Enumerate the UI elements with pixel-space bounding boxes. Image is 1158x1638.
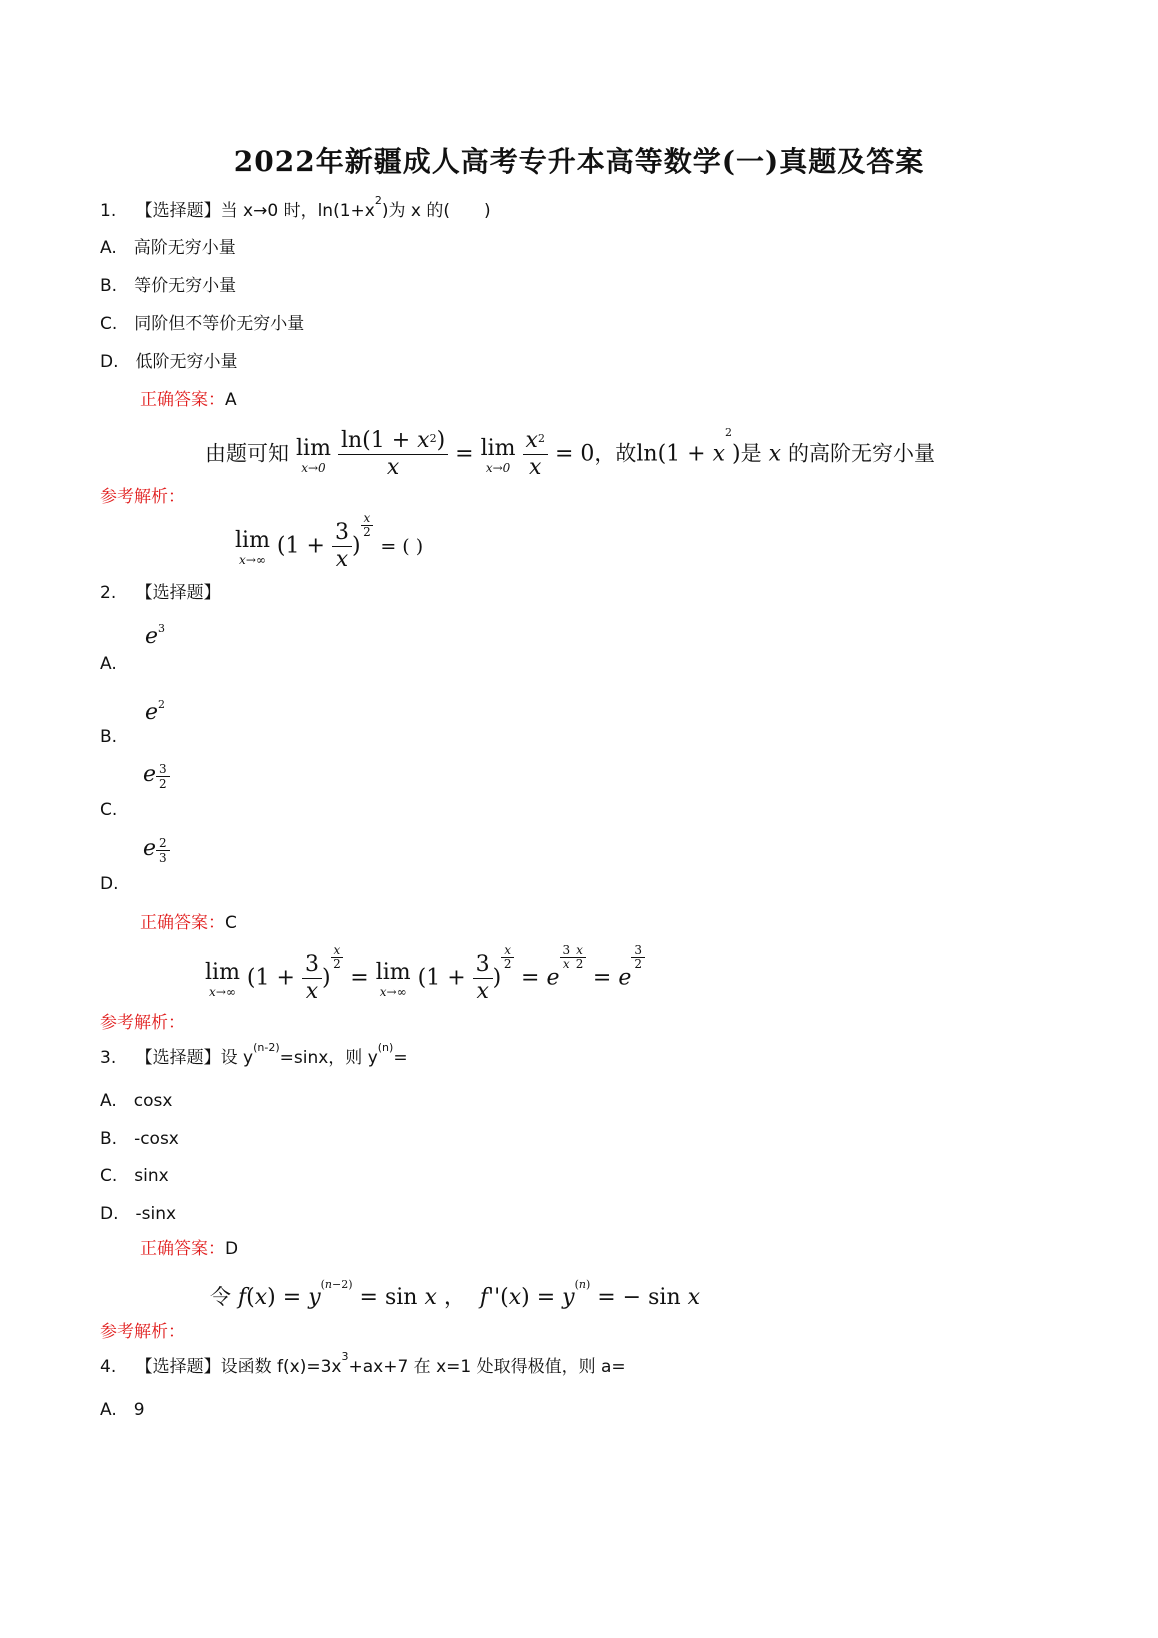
fraction: $\frac{3}{x}$ [332,520,352,573]
option-a-letter: A. [100,654,117,674]
option-a: A. 9 [100,1400,145,1420]
option-d-formula: e $\frac{2}{3}$ [143,836,170,865]
exponent-fraction: x 2 [361,512,374,539]
exponent-fraction: $\frac{x}{2}$ [573,944,586,971]
exponent-fraction: $\frac{3}{2}$ [156,762,170,791]
analysis-formula-3: 令 $f(x) = y^{(n-2)} = \sin x$ ， $f''(x) = y^{(n)}$ = − sin x [210,1278,701,1310]
question-tag: 【选择题】 [135,201,221,221]
answer-label: 正确答案： [140,913,225,933]
exponent-fraction: 3 2 [631,944,645,971]
limit: lim x→∞ [235,527,270,567]
limit: lim x→∞ [205,959,240,999]
question-3 [100,1043,408,1068]
question-text-end: )为 x 的( ) [381,201,491,221]
option-c-formula: e $\frac{3}{2}$ [143,762,170,791]
option-d: D. 低阶无穷小量 [100,352,238,372]
exponent-fraction: x 2 [331,944,344,971]
answer-label: 正确答案： [140,390,225,410]
exponent-fraction: $\frac{3}{x}$ [560,944,574,971]
analysis-text: 的高阶无穷小量 [788,441,936,466]
question-tag: 【选择题】 [135,1357,221,1377]
option-a-formula: $e^3$ [145,622,166,649]
analysis-label: 参考解析： [100,1013,185,1033]
question-2-formula: lim x→∞ (1 + $\frac{3}{x}$ ) $^{\frac{x}{2}}$ = ( ) [235,510,424,572]
superscript: 3 [341,1350,349,1363]
analysis-text: 令 [210,1285,231,1309]
analysis-text: 由题可知 [205,441,289,466]
question-number: 1. [100,201,117,221]
option-d-letter: D. [100,874,119,894]
option-b: B. 等价无穷小量 [100,276,237,296]
limit: lim x→0 [480,435,516,475]
fraction: $\frac{x^2}{x}$ [523,428,548,481]
answer-value: A [225,390,237,410]
question-tag: 【选择题】 [135,583,221,603]
fraction: $\frac{3}{x}$ [473,952,493,1005]
question-text: 设函数 f(x)=3x [220,1357,342,1377]
option-b: B. -cosx [100,1129,179,1149]
question-2 [100,578,221,603]
analysis-label: 参考解析： [100,487,185,507]
option-b-letter: B. [100,727,118,747]
equals-blank: = ( ) [380,535,424,558]
question-text: 设 y [220,1048,254,1068]
page-title: 2022年新疆成人高考专升本高等数学(一)真题及答案 [233,145,925,178]
superscript: (n-2) [253,1041,280,1054]
answer-line [140,1234,238,1259]
question-text: 当 x→0 时，ln(1+x [220,201,375,221]
fraction: $\frac{3}{x}$ [302,952,322,1005]
limit: lim x→0 [296,435,331,475]
exponent-fraction: x 2 [501,944,514,971]
question-number: 3. [100,1048,117,1068]
superscript: 2 [374,194,382,207]
answer-value: C [225,913,237,933]
question-4 [100,1352,626,1377]
answer-line [140,908,237,933]
option-d: D. -sinx [100,1204,177,1224]
question-number: 2. [100,583,117,603]
analysis-label: 参考解析： [100,1322,185,1342]
question-1 [100,196,491,221]
question-text: =sinx，则 y [279,1048,378,1068]
question-text-end: = [393,1048,408,1068]
question-number: 4. [100,1357,117,1377]
analysis-formula-1: 由题可知 lim x→0 $\frac{\ln(1 + x^2)}{x}$ = lim x→0 $\frac{x^2}{x}$ = 0，故$\ln(1 + x^2)$是 x 的高阶无穷小量 [205,426,936,480]
exponent-fraction: $\frac{2}{3}$ [156,836,170,865]
fraction: $\frac{\ln(1 + x^2)}{x}$ [338,428,448,481]
option-a: A. cosx [100,1091,173,1111]
option-a: A. 高阶无穷小量 [100,238,236,258]
option-c-letter: C. [100,800,118,820]
analysis-text: ，故 [594,441,637,466]
question-text-end: +ax+7 在 x=1 处取得极值，则 a= [348,1357,626,1377]
option-c: C. 同阶但不等价无穷小量 [100,314,305,334]
limit: lim x→∞ [375,959,411,999]
answer-label: 正确答案： [140,1239,225,1259]
option-b-formula: $e^2$ [145,698,166,725]
question-tag: 【选择题】 [135,1048,221,1068]
option-c: C. sinx [100,1166,169,1186]
analysis-formula-2: lim x→∞ (1 + $\frac{3}{x}$ ) $^{\frac{x}{2}}$ = lim x→∞ (1 + $\frac{3}{x}$ ) $^{\frac{x}{2}}$ = e $^{\frac{3}{x} \frac{x}{2}}$ = e $^{\frac{3}{2}}$ [205,952,645,1005]
answer-line [140,385,237,410]
answer-value: D [225,1239,239,1259]
superscript: (n) [377,1041,394,1054]
